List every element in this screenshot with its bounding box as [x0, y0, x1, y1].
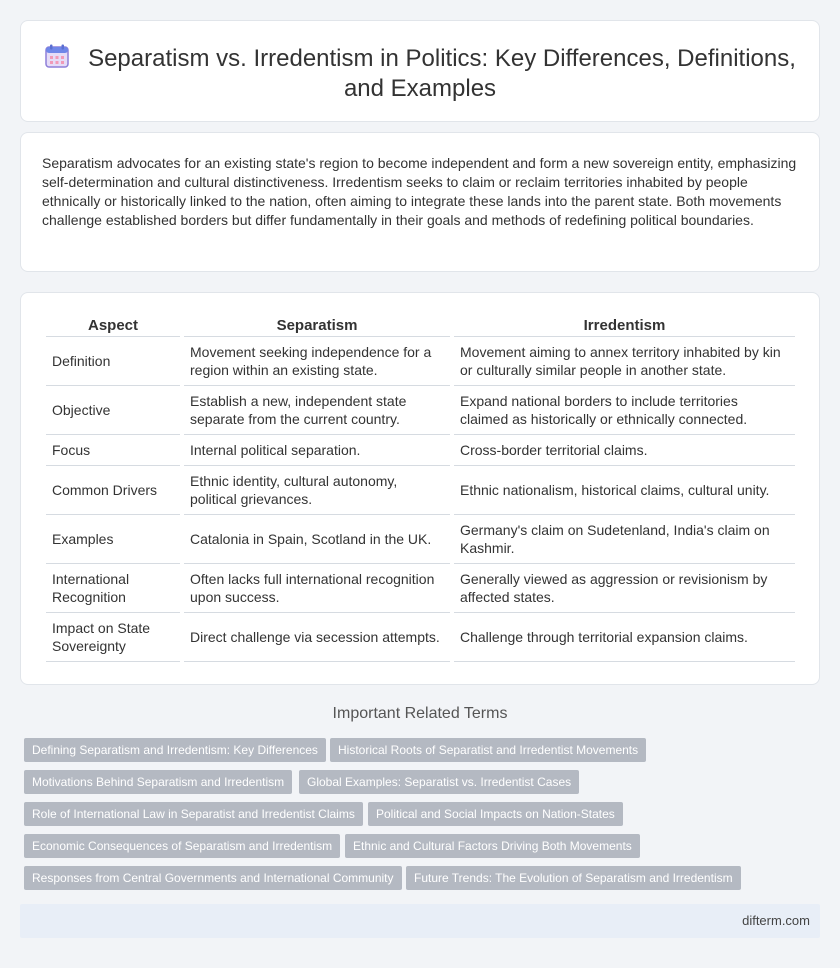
comparison-card [20, 292, 820, 685]
row-aspect: International Recognition [46, 564, 180, 613]
related-term-link[interactable]: Economic Consequences of Separatism and Irredentism [24, 834, 340, 858]
intro-paragraph: Separatism advocates for an existing state's region to become independent and form a new sovereign entity, emphasizing self-determination and cultural distinctiveness. Irredentism seeks to claim or reclaim territories inhabited by people ethnically or historically linked to the nation, often aiming to integrate these lands into the parent state. Both movements challenge established borders but differ fundamentally in their goals and methods of redefining political boundaries. [42, 155, 797, 228]
row-separatism: Direct challenge via secession attempts. [184, 613, 450, 662]
header-separatism: Separatism [184, 315, 450, 337]
table-row [46, 386, 795, 435]
related-terms-heading: Important Related Terms [332, 705, 508, 722]
row-separatism: Ethnic identity, cultural autonomy, political grievances. [184, 466, 450, 515]
table-row [46, 435, 795, 466]
table-row [46, 466, 795, 515]
related-term-link[interactable]: Historical Roots of Separatist and Irredentist Movements [330, 738, 646, 762]
footer [20, 904, 820, 938]
related-term-link[interactable]: Responses from Central Governments and International Community [24, 866, 402, 890]
table-header-row [46, 315, 795, 337]
related-term-link[interactable]: Role of International Law in Separatist and Irredentist Claims [24, 802, 363, 826]
table-row [46, 613, 795, 662]
related-term-link[interactable]: Ethnic and Cultural Factors Driving Both Movements [345, 834, 640, 858]
row-irredentism: Challenge through territorial expansion claims. [454, 613, 795, 662]
row-irredentism: Germany's claim on Sudetenland, India's claim on Kashmir. [454, 515, 795, 564]
table-row [46, 515, 795, 564]
intro-card [20, 132, 820, 272]
footer-site-name: difterm.com [742, 913, 810, 928]
row-separatism: Catalonia in Spain, Scotland in the UK. [184, 515, 450, 564]
comparison-table [42, 315, 799, 662]
calendar-icon [44, 43, 70, 69]
row-irredentism: Movement aiming to annex territory inhabited by kin or culturally similar people in another state. [454, 337, 795, 386]
row-separatism: Movement seeking independence for a region within an existing state. [184, 337, 450, 386]
row-separatism: Internal political separation. [184, 435, 450, 466]
row-aspect: Definition [46, 337, 180, 386]
title-card [20, 20, 820, 122]
related-term-link[interactable]: Defining Separatism and Irredentism: Key Differences [24, 738, 326, 762]
row-aspect: Examples [46, 515, 180, 564]
related-term-link[interactable]: Global Examples: Separatist vs. Irredentist Cases [299, 770, 579, 794]
row-irredentism: Expand national borders to include territories claimed as historically or ethnically connected. [454, 386, 795, 435]
row-irredentism: Generally viewed as aggression or revisionism by affected states. [454, 564, 795, 613]
row-separatism: Often lacks full international recognition upon success. [184, 564, 450, 613]
row-separatism: Establish a new, independent state separate from the current country. [184, 386, 450, 435]
related-term-link[interactable]: Motivations Behind Separatism and Irredentism [24, 770, 292, 794]
row-aspect: Common Drivers [46, 466, 180, 515]
related-term-link[interactable]: Political and Social Impacts on Nation-States [368, 802, 623, 826]
row-aspect: Objective [46, 386, 180, 435]
row-irredentism: Cross-border territorial claims. [454, 435, 795, 466]
header-aspect: Aspect [46, 315, 180, 337]
related-term-link[interactable]: Future Trends: The Evolution of Separatism and Irredentism [406, 866, 741, 890]
table-row [46, 564, 795, 613]
row-aspect: Impact on State Sovereignty [46, 613, 180, 662]
page-title: Separatism vs. Irredentism in Politics: Key Differences, Definitions, and Examples [88, 45, 796, 102]
row-aspect: Focus [46, 435, 180, 466]
row-irredentism: Ethnic nationalism, historical claims, cultural unity. [454, 466, 795, 515]
table-row [46, 337, 795, 386]
header-irredentism: Irredentism [454, 315, 795, 337]
